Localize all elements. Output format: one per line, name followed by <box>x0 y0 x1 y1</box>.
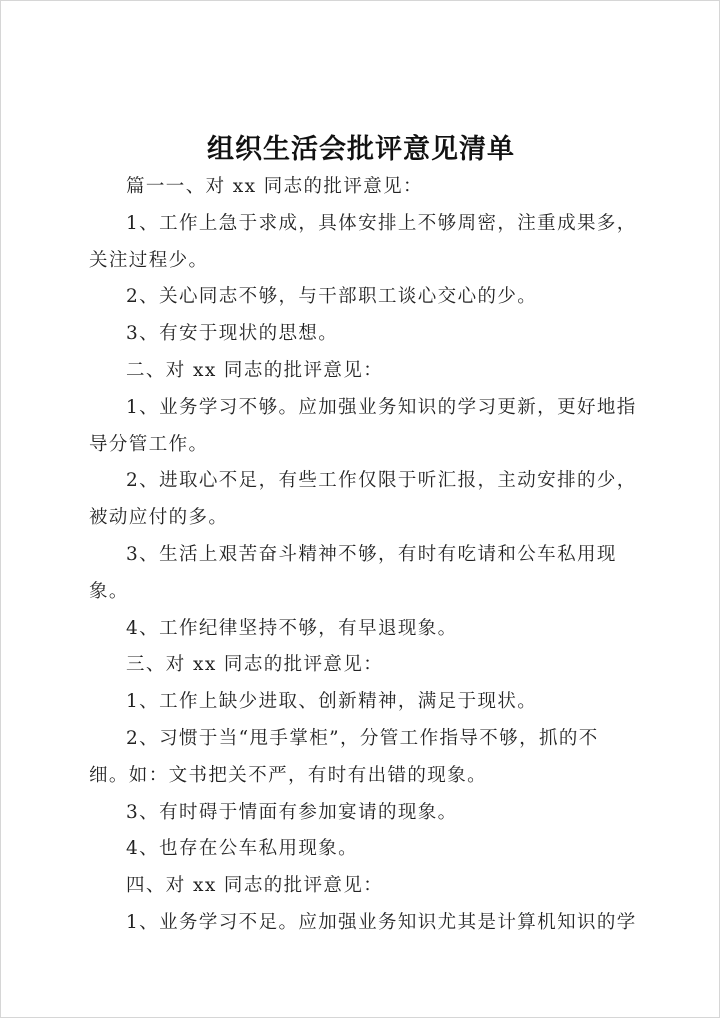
paragraph: 4、也存在公车私用现象。 <box>126 838 359 860</box>
paragraph: 1、业务学习不够。应加强业务知识的学习更新，更好地指导分管工作。 <box>89 396 637 455</box>
paragraph: 4、工作纪律坚持不够，有早退现象。 <box>126 617 458 639</box>
document-body <box>89 169 637 942</box>
paragraph: 三、对 xx 同志的批评意见： <box>126 654 384 676</box>
paragraph: 二、对 xx 同志的批评意见： <box>126 359 384 381</box>
paragraph: 篇一一、对 xx 同志的批评意见： <box>126 176 423 197</box>
document-title: 组织生活会批评意见清单 <box>207 134 515 165</box>
paragraph: 1、业务学习不足。应加强业务知识尤其是计算机知识的学 <box>126 911 637 933</box>
paragraph: 1、工作上急于求成，具体安排上不够周密，注重成果多，关注过程少。 <box>89 212 637 271</box>
paragraph: 3、有时碍于情面有参加宴请的现象。 <box>126 801 458 823</box>
paragraph: 2、习惯于当“甩手掌柜”，分管工作指导不够，抓的不细。如：文书把关不严，有时有出错的现象。 <box>89 727 599 786</box>
paragraph: 四、对 xx 同志的批评意见： <box>126 875 384 897</box>
paragraph: 2、关心同志不够，与干部职工谈心交心的少。 <box>126 286 538 308</box>
paragraph: 3、有安于现状的思想。 <box>126 323 339 345</box>
paragraph: 1、工作上缺少进取、创新精神，满足于现状。 <box>126 691 538 713</box>
paragraph: 3、生活上艰苦奋斗精神不够，有时有吃请和公车私用现象。 <box>89 543 617 602</box>
paragraph: 2、进取心不足，有些工作仅限于听汇报，主动安排的少，被动应付的多。 <box>89 470 637 529</box>
